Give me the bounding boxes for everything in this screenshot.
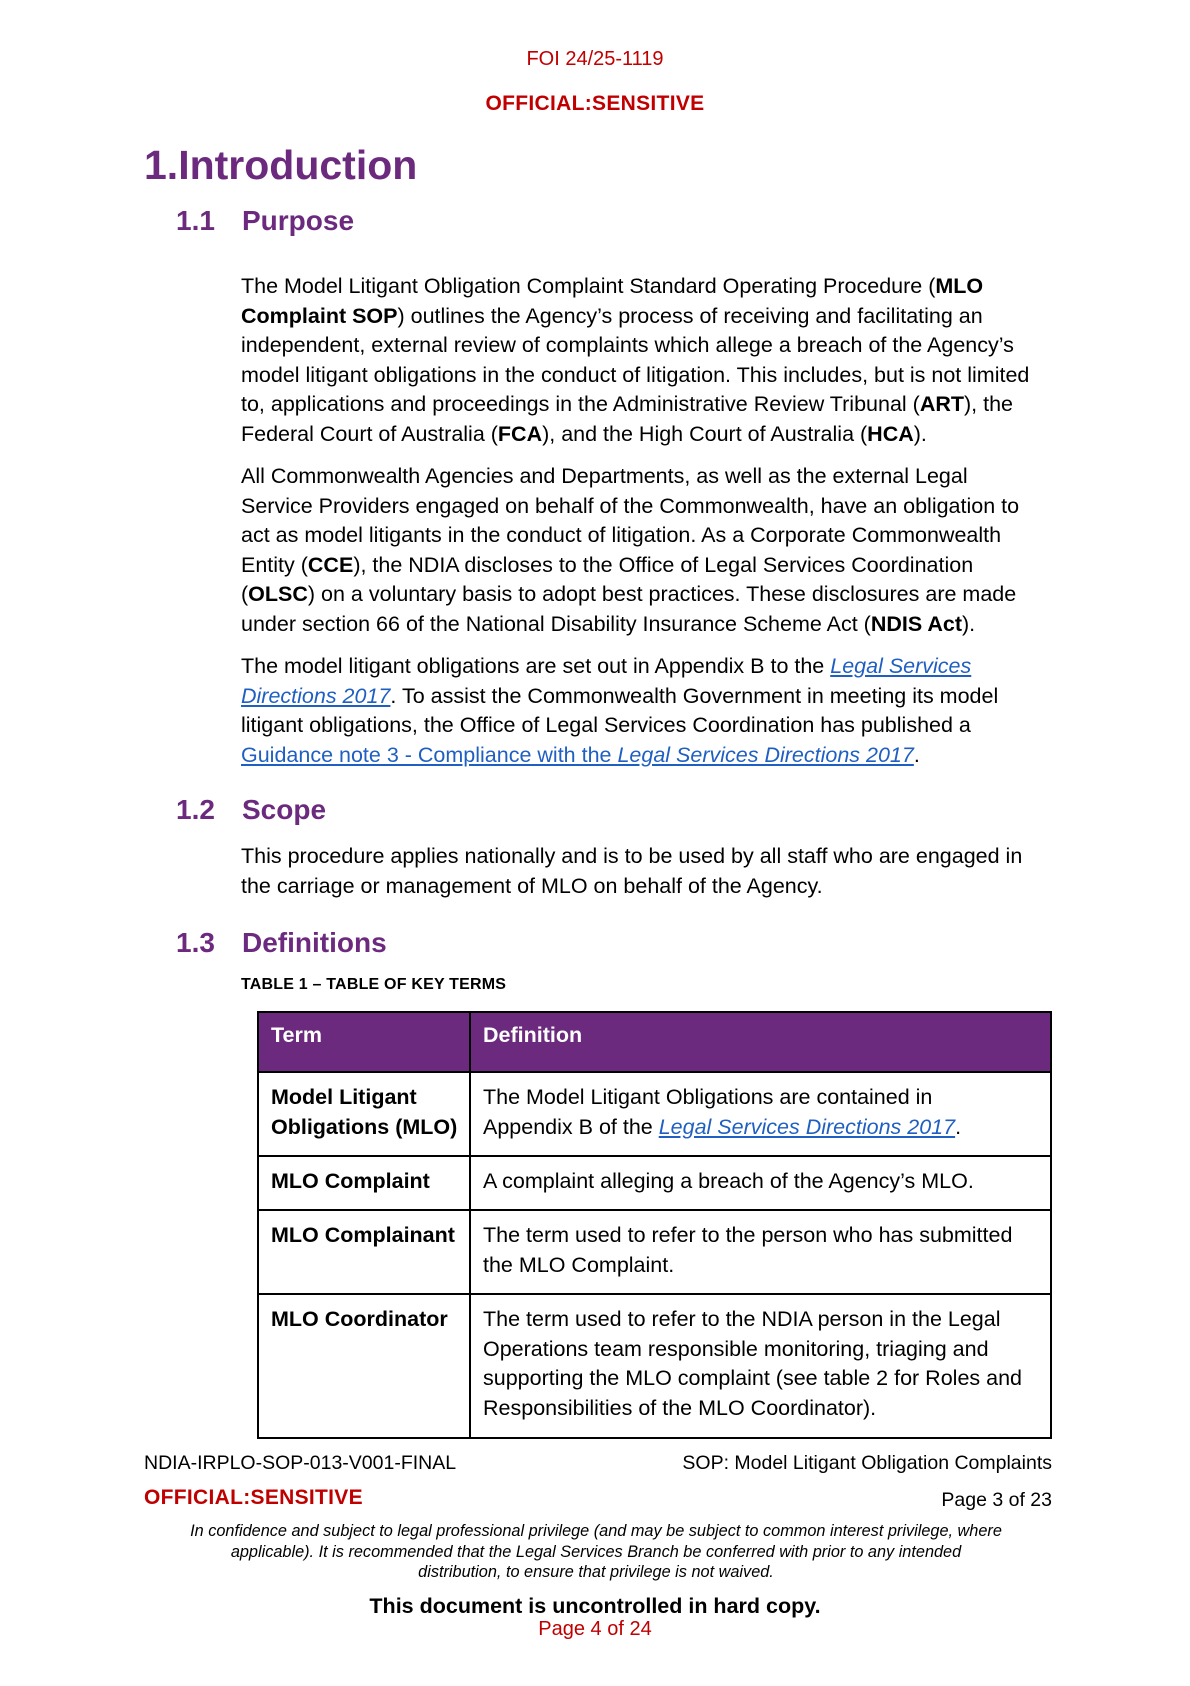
subsection-title: Definitions (242, 927, 387, 958)
document-code: NDIA-IRPLO-SOP-013-V001-FINAL (144, 1452, 457, 1474)
term-cell: MLO Complainant (258, 1210, 470, 1294)
subsection-heading-purpose (176, 205, 576, 241)
outer-page-number: Page 4 of 24 (538, 1618, 652, 1640)
table-row (258, 1294, 1051, 1438)
subsection-heading-definitions (176, 927, 576, 963)
legal-services-directions-link-cont[interactable]: Directions 2017 (241, 683, 391, 708)
table-row (258, 1072, 1051, 1156)
privilege-disclaimer: In confidence and subject to legal professional privilege (and may be subject to common interest privilege, where applicable). It is recommended that the Legal Services Branch be conferred with prior to any intended distribution, to ensure that privilege is not waived. (190, 1522, 1002, 1581)
subsection-title: Scope (242, 794, 327, 825)
table-header-row (258, 1012, 1051, 1072)
subsection-heading-scope (176, 794, 576, 830)
subsection-title: Purpose (242, 205, 355, 236)
definition-cell: The Model Litigant Obligations are contained in Appendix B of the Legal Services Directions 2017. (470, 1072, 1051, 1156)
term-cell: MLO Coordinator (258, 1294, 470, 1438)
definition-cell: The term used to refer to the NDIA person in the Legal Operations team responsible monitoring, triaging and supporting the MLO complaint (see table 2 for Roles and Responsibilities of the MLO Coordinator). (470, 1294, 1051, 1438)
foi-reference: FOI 24/25-1119 (526, 48, 664, 70)
subsection-number: 1.3 (176, 927, 215, 958)
scope-paragraph: This procedure applies nationally and is to be used by all staff who are engaged in the carriage or management of MLO on behalf of the Agency. (241, 844, 1023, 898)
uncontrolled-notice: This document is uncontrolled in hard copy. (369, 1594, 821, 1618)
document-title: SOP: Model Litigant Obligation Complaints (682, 1452, 1052, 1474)
definition-cell: The term used to refer to the person who has submitted the MLO Complaint. (470, 1210, 1051, 1294)
table-row (258, 1156, 1051, 1210)
purpose-paragraph-1: The Model Litigant Obligation Complaint Standard Operating Procedure (MLO Complaint SOP) outlines the Agency’s process of receiving and facilitating an independent, external review of complaints which allege a breach of the Agency’s model litigant obligations in the conduct of litigation. This includes, but is not limited to, applications and proceedings in the Administrative Review Tribunal (ART), the Federal Court of Australia (FCA), and the High Court of Australia (HCA). (241, 274, 1030, 446)
page-number: Page 3 of 23 (941, 1489, 1052, 1511)
guidance-note-3-link[interactable]: Guidance note 3 - Compliance with the Legal Services Directions 2017 (241, 742, 914, 767)
key-terms-table (257, 1011, 1052, 1439)
legal-services-directions-link[interactable]: Legal Services (830, 654, 972, 678)
subsection-number: 1.2 (176, 794, 215, 825)
table-caption: TABLE 1 – TABLE OF KEY TERMS (241, 976, 507, 993)
table-header-term: Term (258, 1012, 470, 1072)
table-row (258, 1210, 1051, 1294)
definition-cell: A complaint alleging a breach of the Agency’s MLO. (470, 1156, 1051, 1210)
classification-header: OFFICIAL:SENSITIVE (485, 92, 705, 115)
subsection-number: 1.1 (176, 205, 215, 236)
table-header-definition: Definition (470, 1012, 1051, 1072)
section-heading-introduction: 1.Introduction (144, 142, 418, 188)
classification-footer: OFFICIAL:SENSITIVE (144, 1486, 363, 1509)
purpose-paragraph-3: The model litigant obligations are set out in Appendix B to the Legal Services Directions 2017. To assist the Commonwealth Government in meeting its model litigant obligations, the Office of Legal Services Coordination has published a Guidance note 3 - Compliance with the Legal Services Directions 2017. (241, 654, 999, 767)
legal-services-directions-link[interactable]: Legal Services Directions 2017 (658, 1114, 956, 1139)
term-cell: Model Litigant Obligations (MLO) (258, 1072, 470, 1156)
purpose-paragraph-2: All Commonwealth Agencies and Departments, as well as the external Legal Service Providers engaged on behalf of the Commonwealth, have an obligation to act as model litigants in the conduct of litigation. As a Corporate Commonwealth Entity (CCE), the NDIA discloses to the Office of Legal Services Coordination (OLSC) on a voluntary basis to adopt best practices. These disclosures are made under section 66 of the National Disability Insurance Scheme Act (NDIS Act). (241, 464, 1020, 636)
term-cell: MLO Complaint (258, 1156, 470, 1210)
